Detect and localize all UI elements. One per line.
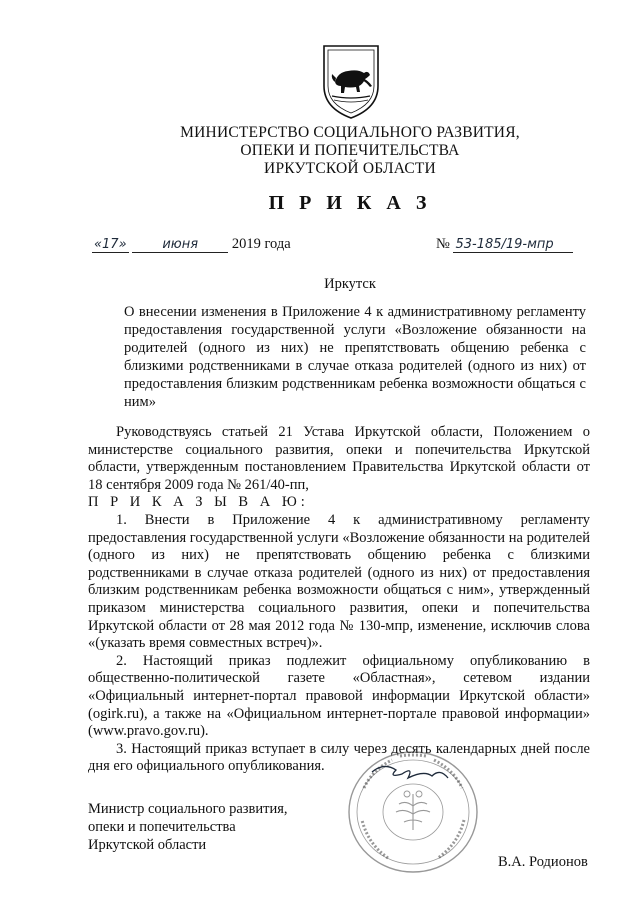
order-subject: О внесении изменения в Приложение 4 к административному регламенту предоставления государственной услуги «Возложение обязанности на родителей (одного из них) не препятствовать общению ребенка с близкими родственниками в случае отказа родителей (одного из них) от предоставления близким родственникам ребенка возможности общаться с ним»: [124, 304, 586, 410]
signer-position-line-2: опеки и попечительства: [88, 819, 236, 835]
ministry-line-1: МИНИСТЕРСТВО СОЦИАЛЬНОГО РАЗВИТИЯ,: [180, 124, 520, 141]
date-month: июня: [132, 237, 228, 253]
order-date: [92, 236, 291, 253]
signer-position: [88, 800, 288, 854]
ministry-line-2: ОПЕКИ И ПОПЕЧИТЕЛЬСТВА: [240, 142, 460, 159]
number-prefix: №: [436, 236, 450, 252]
signer-position-line-3: Иркутской области: [88, 837, 207, 853]
order-body: [88, 424, 590, 776]
ministry-name: [150, 124, 550, 178]
ministry-line-3: ИРКУТСКОЙ ОБЛАСТИ: [264, 160, 436, 177]
number-value: 53-185/19-мпр: [453, 237, 573, 253]
signer-position-line-1: Министр социального развития,: [88, 801, 288, 817]
city: Иркутск: [324, 276, 376, 292]
order-item-3: 3. Настоящий приказ вступает в силу через десять календарных дней после дня его официального опубликования.: [88, 740, 590, 775]
coat-of-arms-icon: [318, 42, 384, 120]
signer-name: В.А. Родионов: [498, 854, 588, 870]
date-day: «17»: [94, 237, 127, 252]
preamble: Руководствуясь статьей 21 Устава Иркутской области, Положением о министерстве социального развития, опеки и попечительства Иркутской области, утвержденным постановлением Правительства Иркутской области от 18 сентября 2009 года № 261/40-пп,: [88, 424, 590, 493]
date-year: 2019 года: [231, 236, 291, 252]
seal-icon: [344, 748, 482, 876]
prikazyvayu: П Р И К А З Ы В А Ю:: [88, 494, 309, 511]
order-number: [436, 236, 573, 253]
order-item-2: 2. Настоящий приказ подлежит официальному опубликованию в общественно-политической газете «Областная», сетевом издании «Официальный интернет-портал правовой информации Иркутской области» (ogirk.ru), а также на «Официальном интернет-портале правовой информации» (www.pravo.gov.ru).: [88, 652, 590, 740]
document-title: П Р И К А З: [268, 192, 432, 214]
order-item-1: 1. Внести в Приложение 4 к административному регламенту предоставления государственной услуги «Возложение обязанности на родителей (одного из них) не препятствовать общению ребенка с близкими родственниками в случае отказа родителей (одного из них) от предоставления близким родственникам ребенка возможности общаться с ним», утвержденный приказом министерства социального развития, опеки и попечительства Иркутской области от 28 мая 2012 года № 130-мпр, изменение, исключив слова «(указать время совместных встреч)».: [88, 511, 590, 652]
